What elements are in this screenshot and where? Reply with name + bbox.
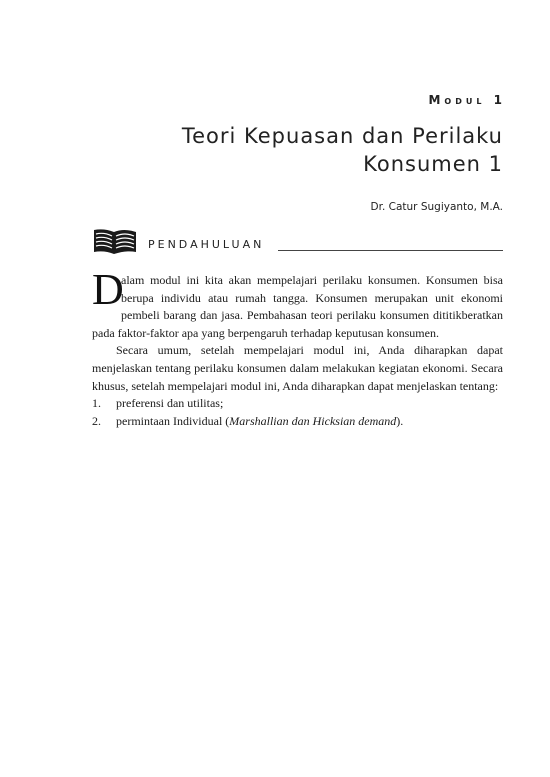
- paragraph-objectives: Secara umum, setelah mempelajari modul ini, Anda diharapkan dapat menjelaskan tentang perilaku konsumen dalam melakukan kegiatan ekonomi. Secara khusus, setelah mempelajari modul ini, Anda diharapkan dapat menjelaskan tentang:: [92, 343, 503, 393]
- paragraph-intro-text: alam modul ini kita akan mempelajari perilaku konsumen. Konsumen bisa berupa individu atau rumah tangga. Konsumen merupakan unit ekonomi pembeli barang dan jasa. Pembahasan teori perilaku konsumen dititikberatkan pada faktor-faktor apa yang berpengaruh terhadap keputusan konsumen.: [92, 273, 503, 340]
- section-header: [92, 226, 503, 256]
- list-item-text-end: ).: [396, 413, 404, 428]
- list-item-text: preferensi dan utilitas;: [116, 396, 224, 411]
- title-line-2: Konsumen 1: [363, 152, 503, 176]
- list-item: [92, 395, 503, 413]
- list-item-italic-text: Marshallian dan Hicksian demand: [229, 413, 397, 428]
- list-item-number: 2.: [92, 413, 101, 428]
- module-label: Modul 1: [428, 93, 506, 107]
- page-title: [103, 122, 503, 178]
- section-title: PENDAHULUAN: [148, 238, 265, 251]
- drop-cap: D: [92, 265, 124, 314]
- objectives-list: [92, 395, 503, 430]
- title-line-1: Teori Kepuasan dan Perilaku: [181, 124, 503, 148]
- list-item-number: 1.: [92, 396, 101, 411]
- paragraph-intro: [92, 265, 503, 342]
- section-divider: [278, 250, 503, 251]
- open-book-icon: [92, 226, 138, 256]
- author-name: Dr. Catur Sugiyanto, M.A.: [370, 201, 503, 213]
- body-text: [92, 265, 503, 430]
- list-item: [92, 413, 503, 431]
- list-item-text: permintaan Individual (: [116, 413, 230, 428]
